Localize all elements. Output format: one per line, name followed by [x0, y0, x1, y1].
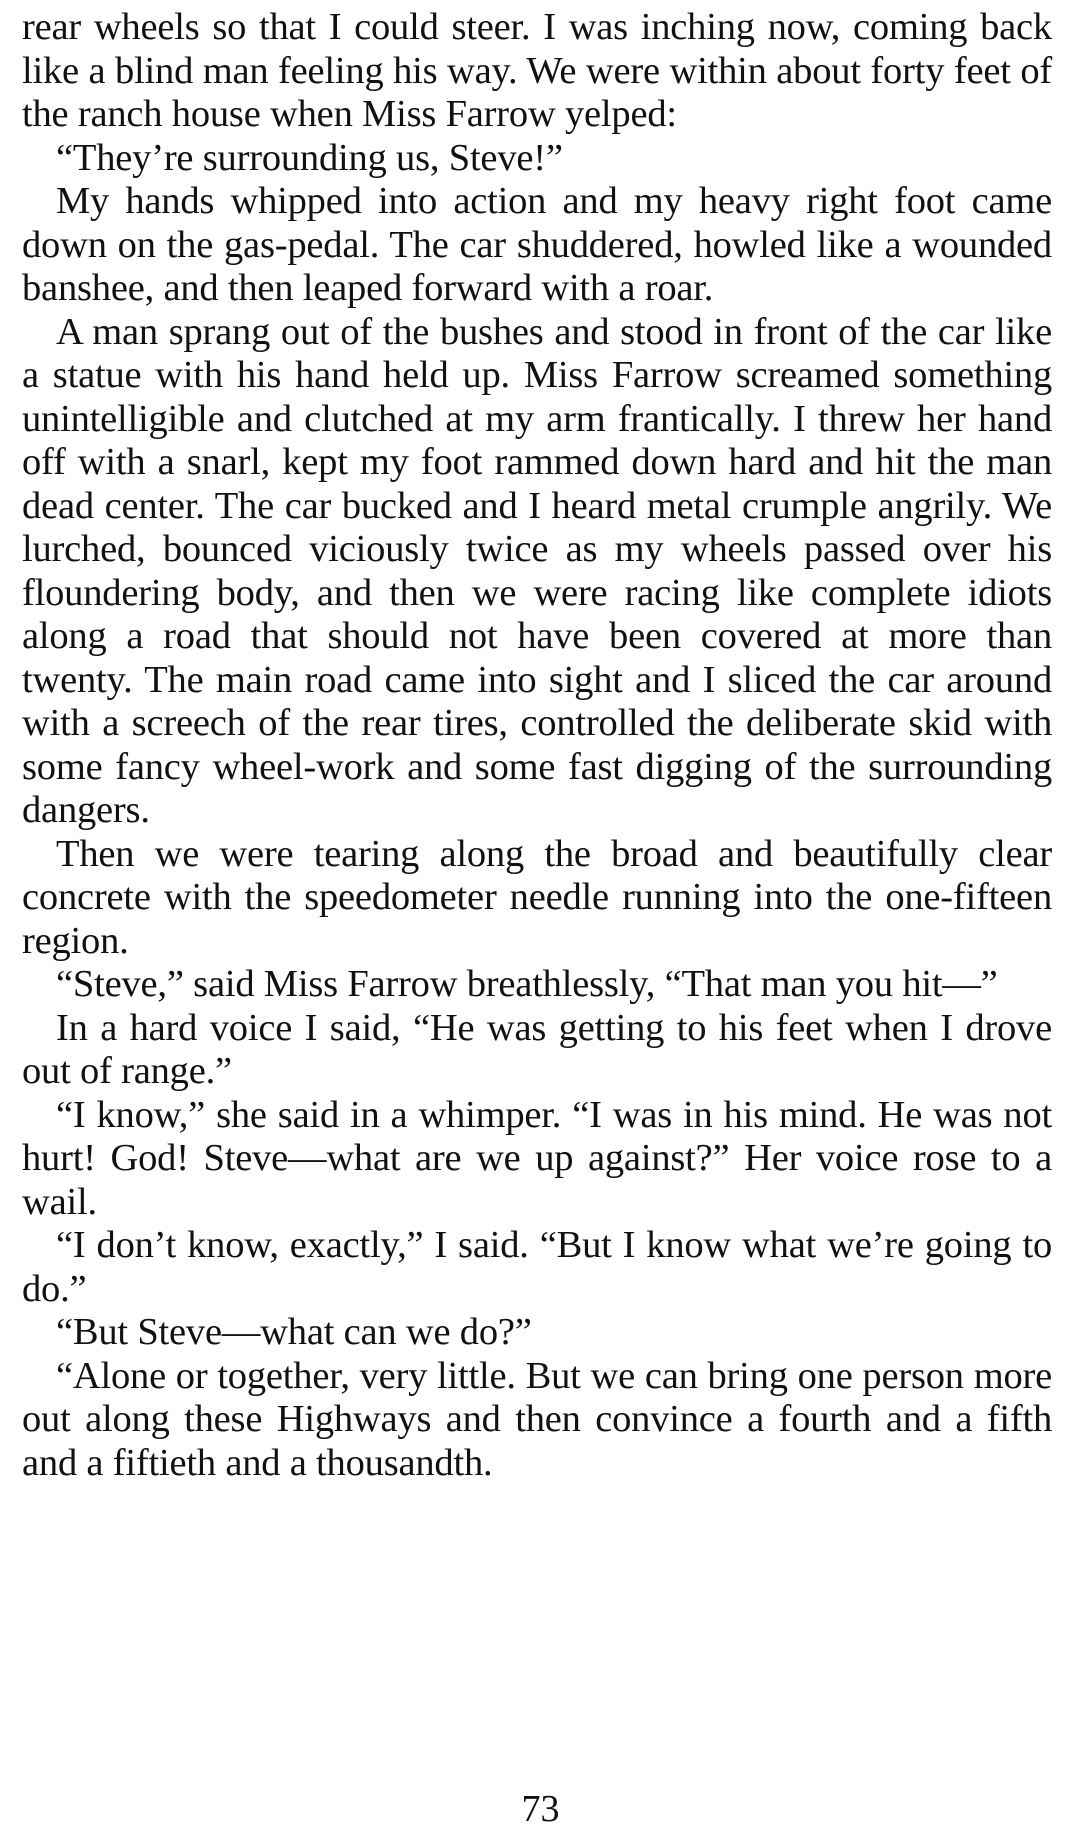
paragraph-dialogue: “But Steve—what can we do?”: [56, 1311, 532, 1353]
paragraph-continued: rear wheels so that I could steer. I was inching now, coming back like a blind man feeling his way. We were within about forty feet of the ranch house when Miss Farrow yelped:: [22, 6, 1052, 135]
paragraph-dialogue: “Alone or together, very little. But we can bring one person more out along these Highways and then convince a fourth and a fifth and a fiftieth and a thousandth.: [22, 1354, 1052, 1484]
paragraph: A man sprang out of the bushes and stood in front of the car like a statue with his hand held up. Miss Farrow screamed something unintelligible and clutched at my arm frantically. I threw her hand off with a snarl, kept my foot rammed down hard and hit the man dead center. The car bucked and I heard metal crumple angrily. We lurched, bounced viciously twice as my wheels passed over his floundering body, and then we were racing like complete idiots along a road that should not have been covered at more than twenty. The main road came into sight and I sliced the car around with a screech of the rear tires, controlled the deliberate skid with some fancy wheel-work and some fast digging of the surrounding dangers.: [22, 310, 1052, 831]
paragraph-dialogue: “I don’t know, exactly,” I said. “But I know what we’re going to do.”: [22, 1224, 1052, 1310]
paragraph-dialogue: “They’re surrounding us, Steve!”: [56, 136, 563, 179]
paragraph-dialogue: “I know,” she said in a whimper. “I was in his mind. He was not hurt! God! Steve—what are we up against?” Her voice rose to a wail.: [22, 1093, 1052, 1223]
book-page-text: [22, 6, 1052, 1485]
paragraph: Then we were tearing along the broad and beautifully clear concrete with the speedometer needle running into the one-fifteen region.: [22, 832, 1052, 962]
page-number: 73: [521, 1788, 560, 1830]
paragraph: My hands whipped into action and my heavy right foot came down on the gas-pedal. The car shuddered, howled like a wounded banshee, and then leaped forward with a roar.: [22, 180, 1052, 309]
paragraph-dialogue: In a hard voice I said, “He was getting to his feet when I drove out of range.”: [22, 1006, 1052, 1092]
paragraph-dialogue: “Steve,” said Miss Farrow breathlessly, “That man you hit—”: [56, 963, 998, 1005]
